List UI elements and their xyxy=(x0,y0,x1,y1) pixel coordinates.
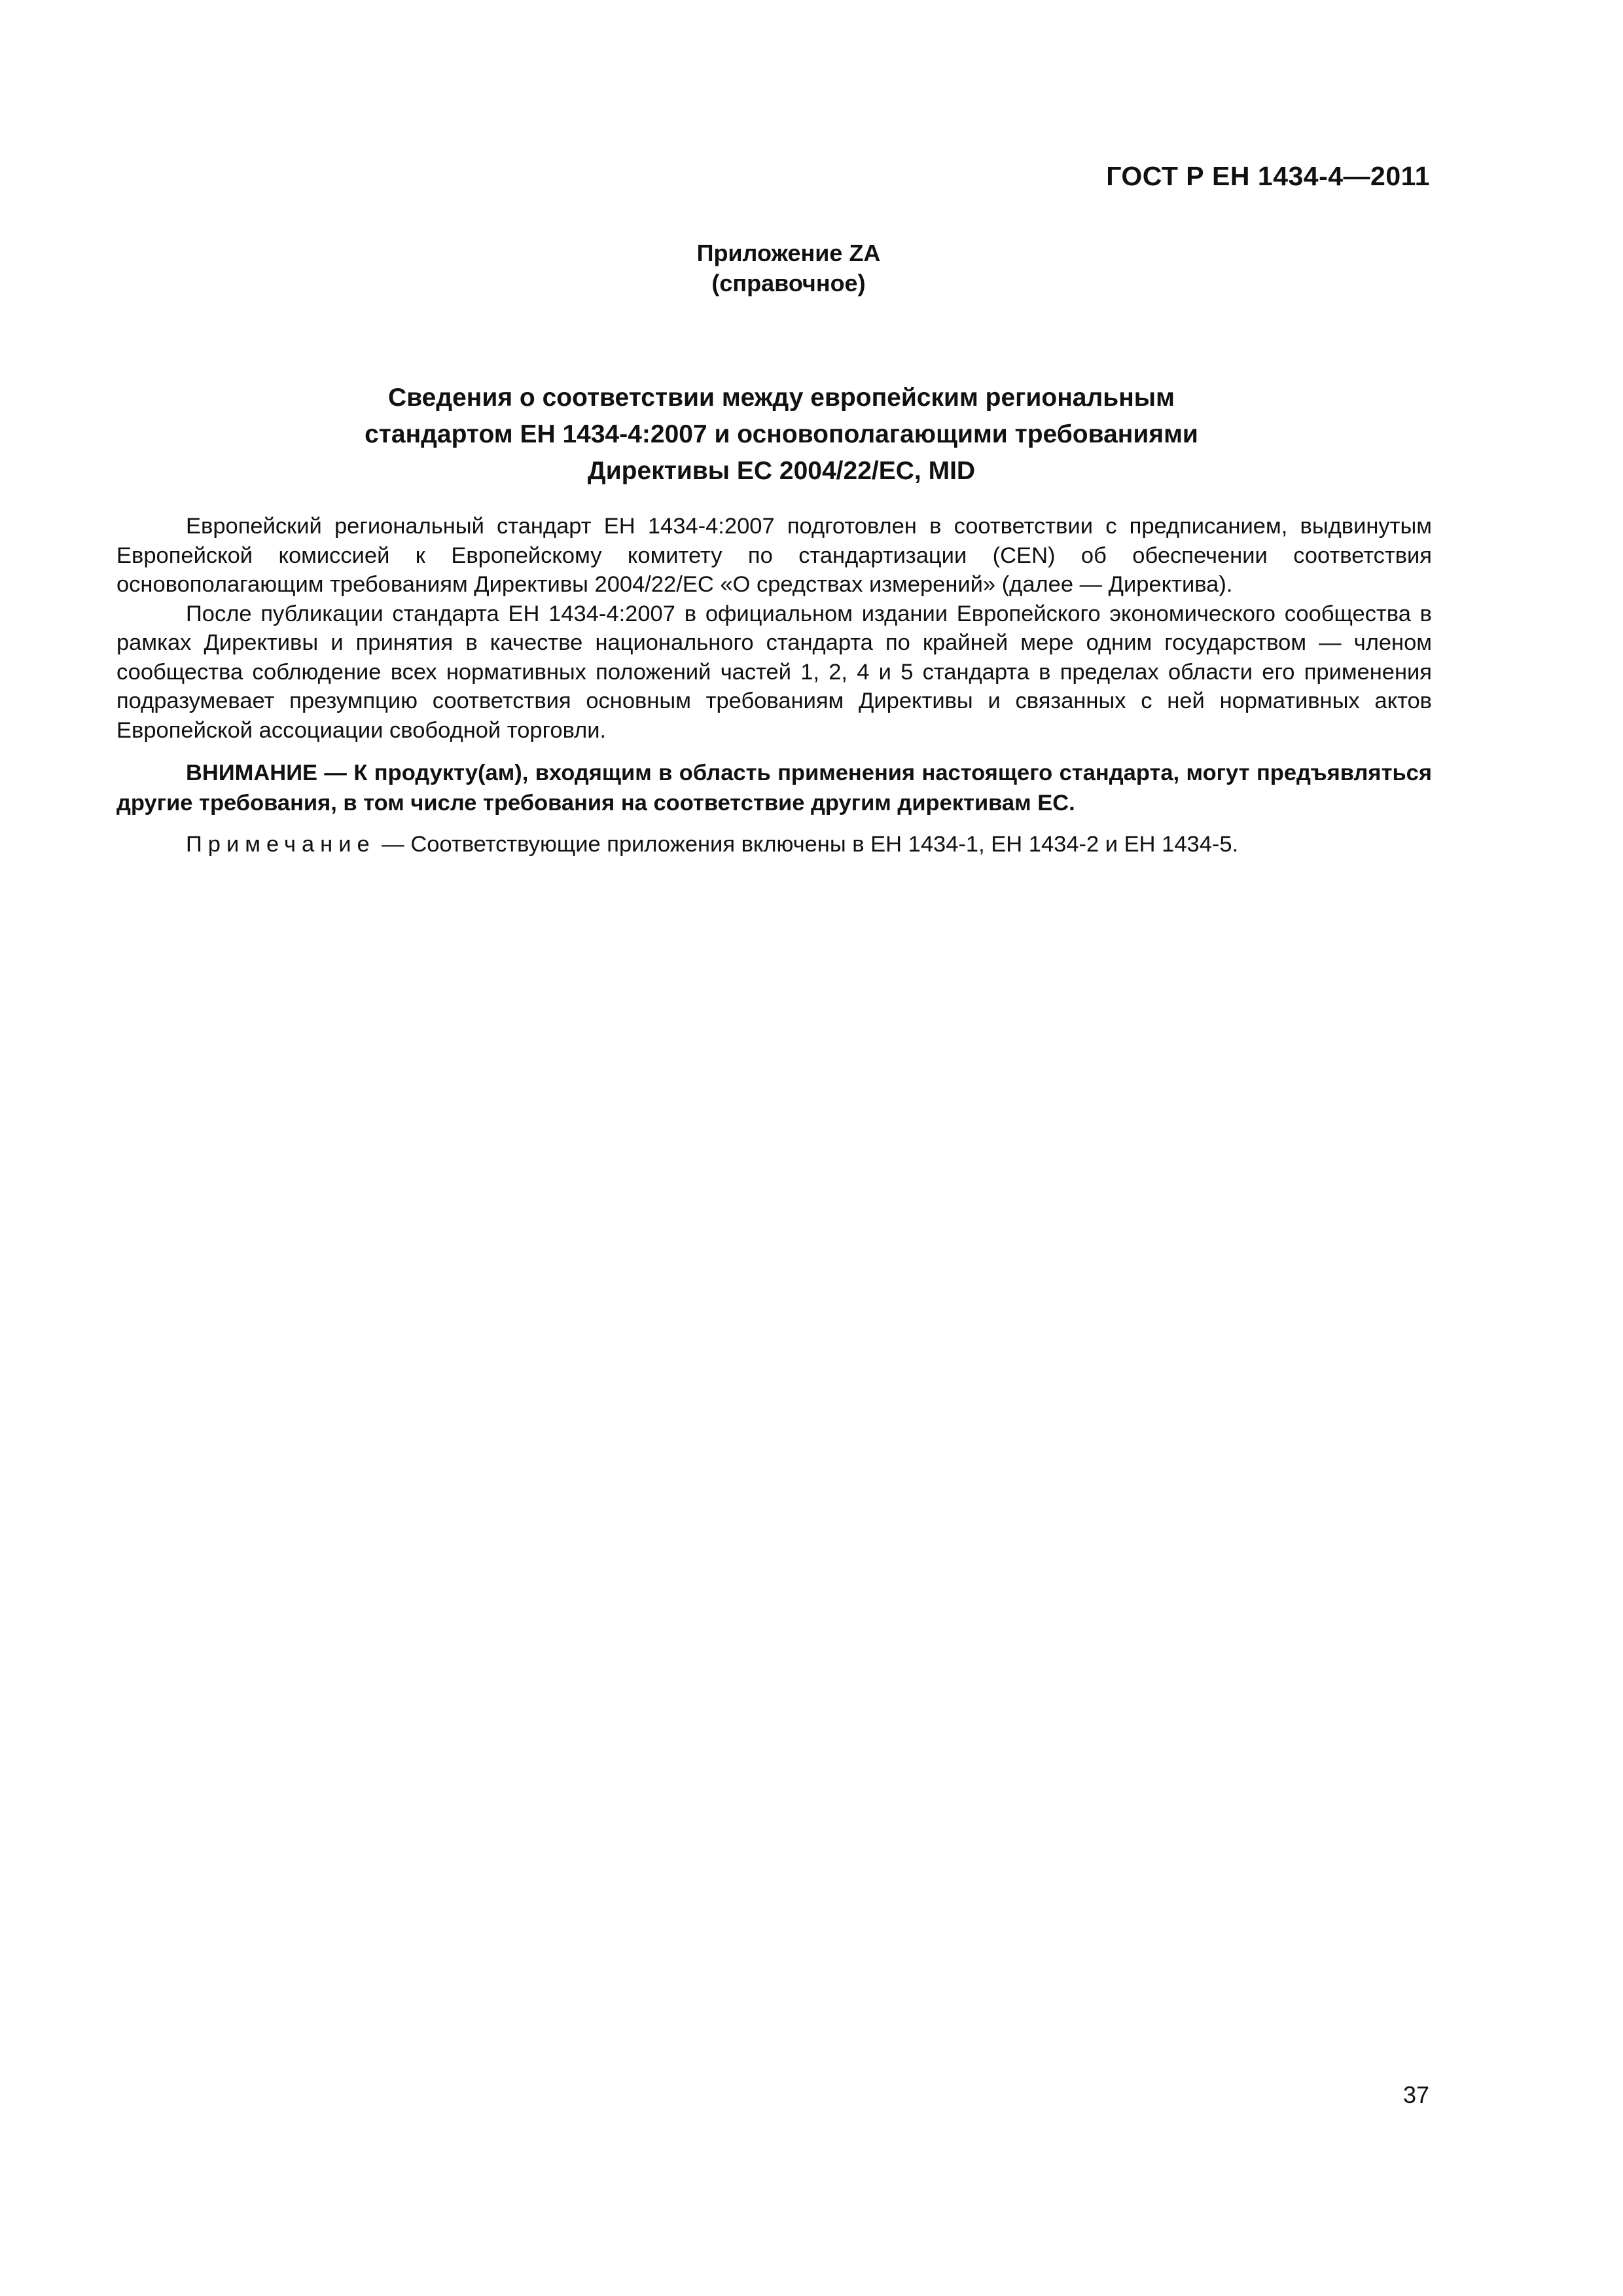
title-line-1: Сведения о соответствии между европейским региональным xyxy=(388,384,1175,412)
annex-status: (справочное) xyxy=(711,270,866,296)
page-number: 37 xyxy=(1402,2081,1429,2108)
note-paragraph xyxy=(116,830,1432,859)
note-text: — Соответствующие приложения включены в ЕН 1434-1, ЕН 1434-2 и ЕН 1434-5. xyxy=(375,832,1239,857)
annex-heading xyxy=(0,238,1577,298)
warning-paragraph: ВНИМАНИЕ — К продукту(ам), входящим в область применения настоящего стандарта, могут предъявляться другие требования, в том числе требования на соответствие другим директивам ЕС. xyxy=(116,761,1432,816)
note-label: Примечание xyxy=(186,832,376,857)
annex-title xyxy=(0,380,1563,490)
paragraph-2: После публикации стандарта ЕН 1434-4:2007 в официальном издании Европейского экономического сообщества в рамках Директивы и принятия в качестве национального стандарта по крайней мере одним государством — членом сообщества соблюдение всех нормативных положений частей 1, 2, 4 и 5 стандарта в пределах области его применения подразумевает презумпцию соответствия основным требованиям Директивы и связанных с ней нормативных актов Европейской ассоциации свободной торговли. xyxy=(116,601,1432,743)
body-text xyxy=(116,512,1432,859)
annex-label: Приложение ZA xyxy=(696,240,881,266)
document-code: ГОСТ Р ЕН 1434-4—2011 xyxy=(1106,161,1430,191)
paragraph-1: Европейский региональный стандарт ЕН 1434-4:2007 подготовлен в соответствии с предписанием, выдвинутым Европейской комиссией к Европейскому комитету по стандартизации (CEN) об обеспечении соответствия основополагающим требованиям Директивы 2004/22/ЕС «О средствах измерений» (далее — Директива). xyxy=(116,514,1432,597)
title-line-3: Директивы ЕС 2004/22/ЕС, MID xyxy=(587,457,976,485)
title-line-2: стандартом ЕН 1434-4:2007 и основополагающими требованиями xyxy=(365,420,1198,448)
